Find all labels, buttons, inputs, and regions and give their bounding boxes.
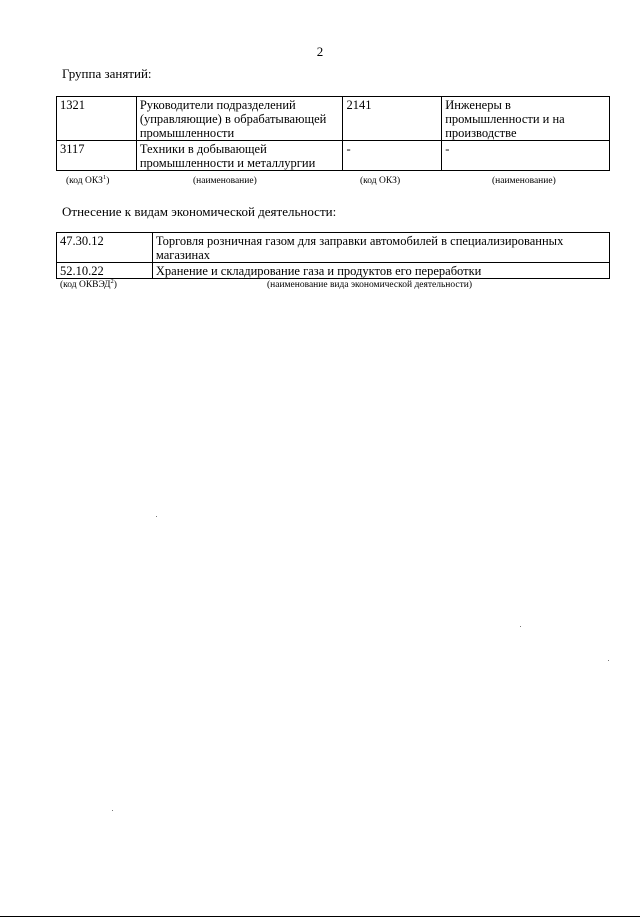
scan-speck <box>112 810 113 811</box>
okz-name-cell: Инженеры в промышленности и на производстве <box>442 97 610 141</box>
table-row <box>57 141 610 171</box>
table-row <box>57 263 610 279</box>
okved-code-cell: 52.10.22 <box>57 263 153 279</box>
activity-table <box>56 232 610 279</box>
table-row <box>57 97 610 141</box>
okved-name-caption: (наименование вида экономической деятельности) <box>267 280 472 290</box>
okz-name-cell: Руководители подразделений (управляющие) в обрабатывающей промышленности <box>136 97 343 141</box>
okved-name-cell: Торговля розничная газом для заправки автомобилей в специализированных магазинах <box>152 233 609 263</box>
scan-bottom-edge <box>0 916 640 917</box>
okz-name-cell: - <box>442 141 610 171</box>
okved-name-cell: Хранение и складирование газа и продуктов его переработки <box>152 263 609 279</box>
scan-speck <box>520 626 521 627</box>
okz-code-caption-2: (код ОКЗ) <box>360 176 401 186</box>
occupation-group-heading: Группа занятий: <box>62 66 152 81</box>
okz-code-cell: 1321 <box>57 97 137 141</box>
okved-code-cell: 47.30.12 <box>57 233 153 263</box>
scan-speck <box>156 516 157 517</box>
table-row <box>57 233 610 263</box>
scan-speck <box>608 660 609 661</box>
activity-heading: Отнесение к видам экономической деятельности: <box>62 204 337 219</box>
okz-code-cell: 3117 <box>57 141 137 171</box>
occupation-table <box>56 96 610 171</box>
okz-code-cell: 2141 <box>343 97 442 141</box>
okz-name-caption: (наименование) <box>193 176 257 186</box>
okved-code-caption: (код ОКВЭД$^2$) <box>60 277 117 290</box>
okz-name-caption-2: (наименование) <box>492 176 556 186</box>
okz-code-caption: (код ОКЗ$^1$) <box>66 173 110 186</box>
page-number: 2 <box>316 44 324 59</box>
okz-code-cell: - <box>343 141 442 171</box>
okz-name-cell: Техники в добывающей промышленности и металлургии <box>136 141 343 171</box>
